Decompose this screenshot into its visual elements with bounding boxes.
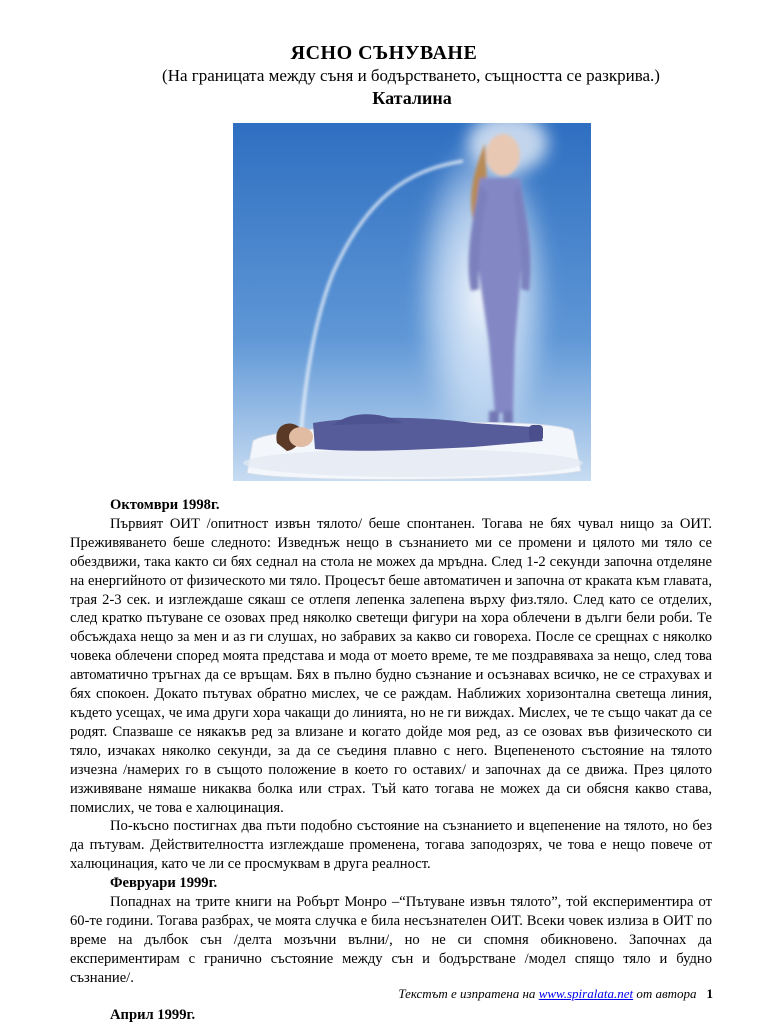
page-number: 1 [706,986,713,1001]
page-subtitle: (На границата между съня и бодърстването, същността се разкрива.) [162,66,660,85]
footer-text: Текстът е изпратена на [398,986,539,1001]
astral-projection-illustration [233,123,591,481]
paragraph: Попаднах на трите книги на Робърт Монро –“Пътуване извън тялото”, той експериментира от 60-те години. Тогава разбрах, че моята случка е била несъзнателен ОИТ. Всеки човек излиза в ОИТ по време на дълбок сън /делта мозъчни вълни/, но не си спомня обикновено. Започнах да експериментирам с гранично състояние между сън и бодърстване /модел спящо тяло и будно съзнание/. [70,894,712,986]
page-footer [398,986,713,1002]
section-heading: Февруари 1999г. [110,875,218,892]
page-title: ЯСНО СЪНУВАНЕ [290,42,478,64]
paragraph: По-късно постигнах два пъти подобно състояние на съзнанието и вцепенение на тялото, но без да пътувам. Действителността изглеждаше променена, тогава заподозрях, че това е нещо повече от халюцинация, като че ли се просмуквам в друга реалност. [70,818,712,873]
author-name: Каталина [372,88,452,108]
section-heading: Октомври 1998г. [110,497,220,513]
footer-text-after: от автора [633,986,697,1001]
footer-link[interactable]: www.spiralata.net [538,986,634,1001]
paragraph: Първият ОИТ /опитност извън тялото/ беше спонтанен. Тогава не бях чувал нищо за ОИТ. Преживяването беше следното: Изведнъж нещо в съзнанието ми се промени и цялото ми тяло се обездвижи, така както си бях седнал на стола не можех да мръдна. След 1-2 секунди започна отделяне на енергийното от физическото ми тяло. Процесът беше автоматичен и започна от краката към главата, трая 2-3 сек. и изглеждаше сякаш се отлепя лепенка залепена върху физ.тяло. След като се отделих, след кратко пътуване се озовах пред няколко светещи фигури на хора облечени в дълги бели роби. Те обсъждаха нещо за мен и аз ги слушах, но забравих за какво си говореха. После се срещнах с няколко човека облечени според моята представа и мода от моето време, те ме поздравяваха за нещо, след това автоматично тръгнах да се връщам. Бях в пълно будно съзнание и осъзнавах всичко, не се страхувах и бях спокоен. Докато пътувах обратно мислех, че се раждам. Наближих хоризонтална светеща линия, където усещах, че има други хора чакащи до линията, но не ги виждах. Мислех, че те също чакат да се родят. Спазваше се някакъв ред за влизане и когато дойде моя ред, аз се озовах във физическото си тяло, изчаках няколко секунди, за да се съединя плавно с него. Вцепененото състояние на тялото изчезна /намерих го в същото положение в което го оставих/ и започнах да се движа. През цялото изживяване нямаше никаква болка или страх. Тъй като тогава не можех да си обясня какво става, помислих, че това е халюцинация. [70,515,712,816]
section-heading: Април 1999г. [110,1006,196,1023]
article-body [70,496,712,1024]
